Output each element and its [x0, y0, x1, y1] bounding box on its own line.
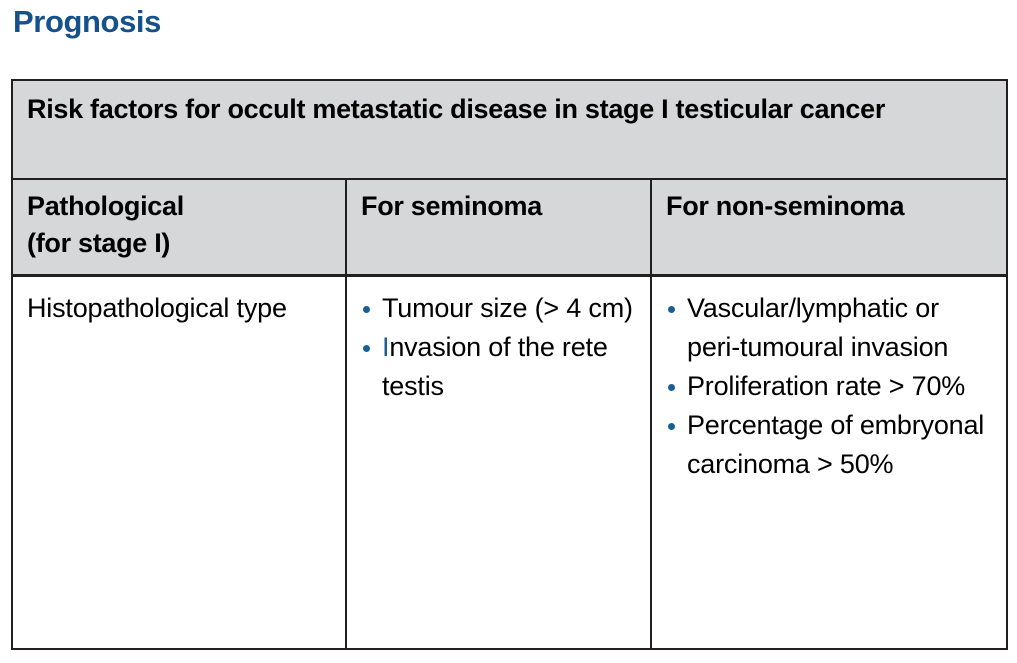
- cell-seminoma: [345, 277, 650, 648]
- list-item: [666, 406, 998, 484]
- non-seminoma-item-text: Proliferation rate > 70%: [687, 371, 966, 401]
- page-title: Prognosis: [13, 4, 161, 39]
- seminoma-bullet-list: [361, 289, 642, 406]
- column-header-pathological-line1: Pathological: [27, 191, 184, 221]
- non-seminoma-item-text: Percentage of embryonal carcinoma > 50%: [687, 410, 985, 479]
- list-item: [361, 289, 642, 328]
- table-row: [13, 274, 1006, 648]
- risk-factors-table: [11, 79, 1008, 650]
- column-header-seminoma-line1: For seminoma: [361, 191, 542, 221]
- non-seminoma-item-text: Vascular/lymphatic or peri-tumoural invasion: [687, 293, 949, 362]
- non-seminoma-bullet-list: [666, 289, 998, 484]
- seminoma-item-text: nvasion of the rete testis: [382, 332, 608, 401]
- column-header-non-seminoma-line1: For non-seminoma: [666, 191, 905, 221]
- column-header-pathological-line2: (for stage I): [27, 228, 171, 258]
- cell-pathological: [13, 277, 345, 648]
- list-item: [666, 289, 998, 367]
- seminoma-item-lead-glyph: I: [382, 332, 390, 362]
- column-header-pathological: [13, 180, 345, 274]
- histopathological-type-text: Histopathological type: [27, 293, 287, 323]
- list-item: [361, 328, 642, 406]
- table-caption: Risk factors for occult metastatic disease in stage I testicular cancer: [13, 81, 1006, 178]
- cell-non-seminoma: [650, 277, 1006, 648]
- seminoma-item-text: Tumour size (> 4 cm): [382, 293, 633, 323]
- column-header-non-seminoma: [650, 180, 1006, 274]
- list-item: [666, 367, 998, 406]
- table-header-row: [13, 178, 1006, 274]
- column-header-seminoma: [345, 180, 650, 274]
